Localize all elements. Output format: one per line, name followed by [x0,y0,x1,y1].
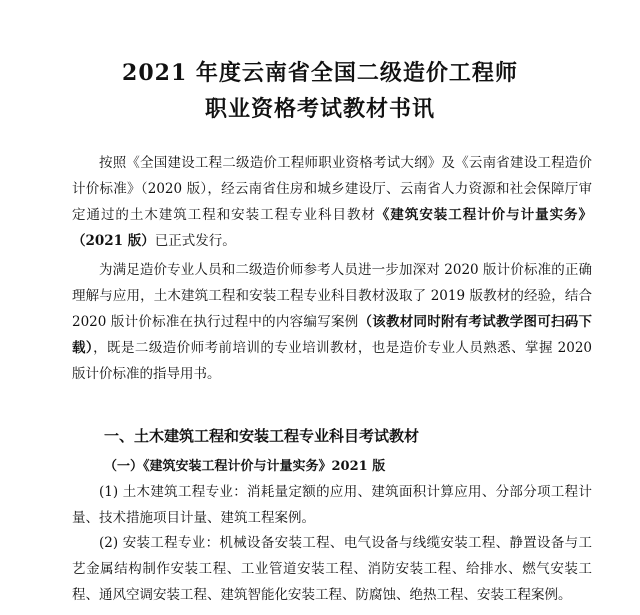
item-civil-engineering: (1) 土木建筑工程专业：消耗量定额的应用、建筑面积计算应用、分部分项工程计量、技术措施项目计量、建筑工程案例。 [72,484,592,526]
section-heading-1: 一、土木建筑工程和安装工程专业科目考试教材 [104,427,420,445]
purpose-text-b: ，既是二级造价师考前培训的专业培训教材，也是造价专业人员熟悉、掌握 2020 版计价标准的指导用书。 [72,340,592,382]
purpose-note: （该教材同时附有考试教学图可扫码下载） [72,314,592,356]
subsection-heading-1: （一）《建筑安装工程计价与计量实务》2021 版 [104,459,386,474]
purpose-paragraph [72,257,592,387]
intro-text-a: 按照《全国建设工程二级造价工程师职业资格考试大纲》及《云南省建设工程造价计价标准》（2020 版），经云南省住房和城乡建设厅、云南省人力资源和社会保障厅审定通过的土木建筑工程和安装工程专业科目教材 [72,155,592,223]
intro-book-title: 《建筑安装工程计价与计量实务》（2021 版） [72,207,593,249]
intro-paragraph [72,150,592,254]
item-installation-engineering: (2) 安装工程专业：机械设备安装工程、电气设备与线缆安装工程、静置设备与工艺金属结构制作安装工程、工业管道安装工程、消防安装工程、给排水、燃气安装工程、通风空调安装工程、建筑智能化安装工程、防腐蚀、绝热工程、安装工程案例。 [72,535,592,603]
purpose-text-a: 为满足造价专业人员和二级造价师参考人员进一步加深对 2020 版计价标准的正确理解与应用，土木建筑工程和安装工程专业科目教材汲取了 2019 版教材的经验，结合 2020 版计价标准在执行过程中的内容编写案例 [72,262,592,330]
intro-text-b: 已正式发行。 [154,233,236,249]
document-title-line1: 2021 年度云南省全国二级造价工程师 [122,60,518,86]
document-title-line2: 职业资格考试教材书讯 [204,96,435,122]
